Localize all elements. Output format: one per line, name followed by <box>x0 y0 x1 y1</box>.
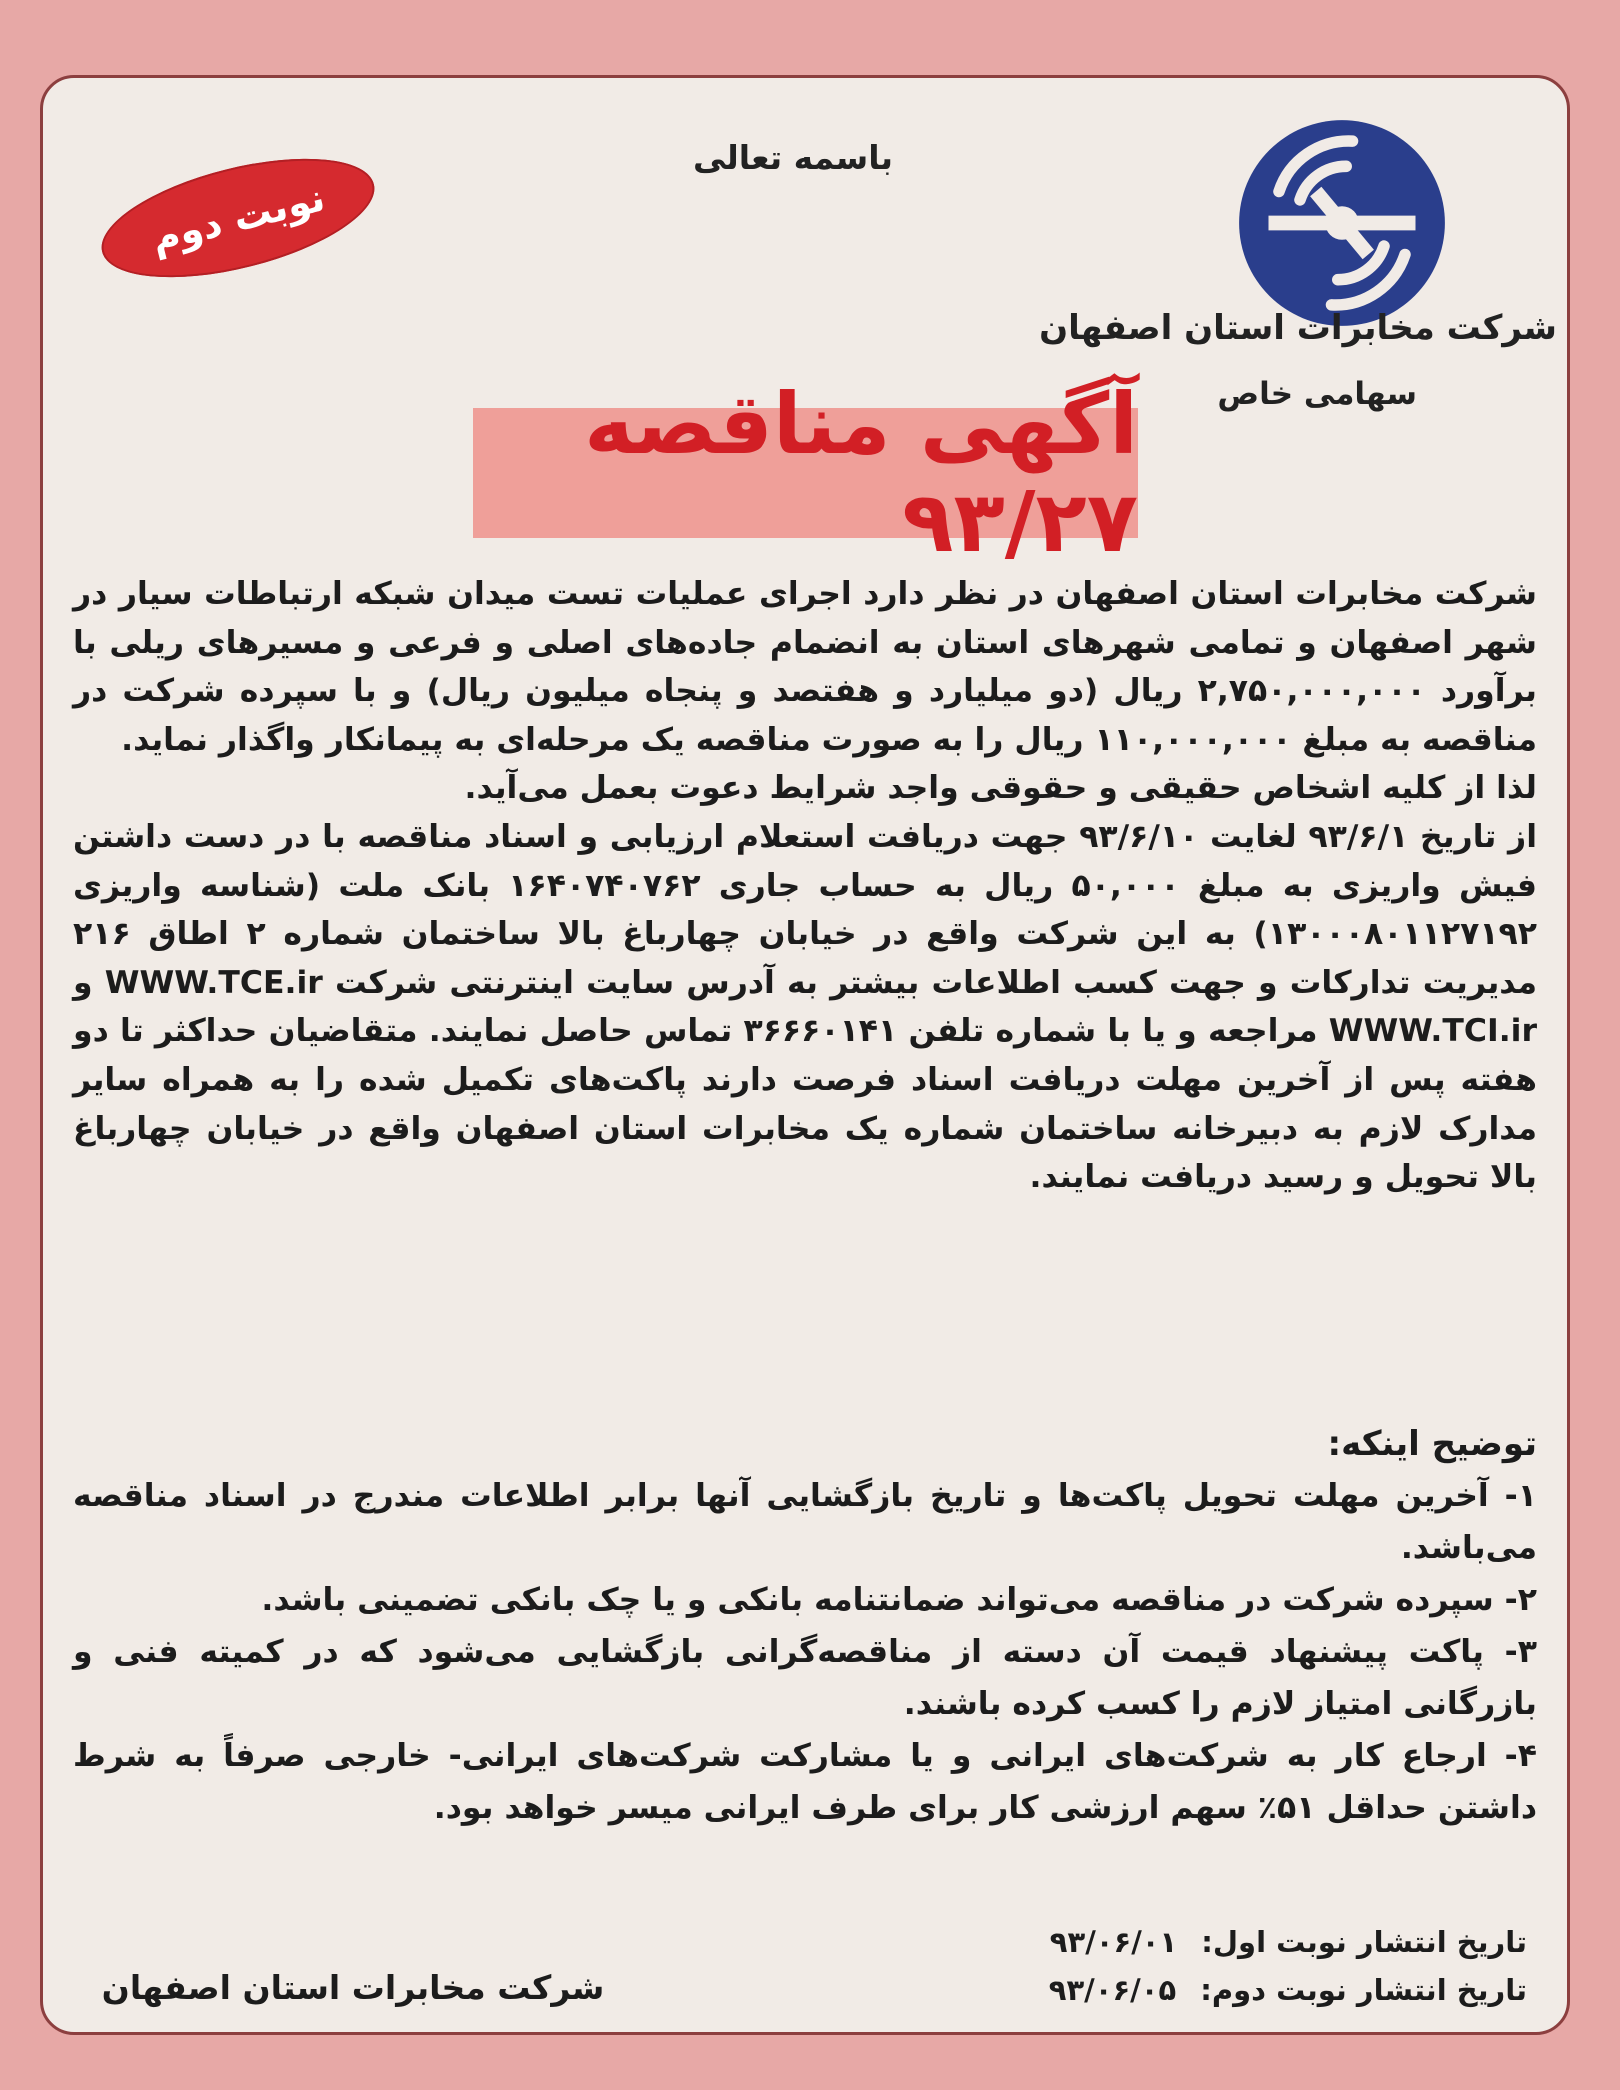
announcement-body <box>73 570 1537 1202</box>
note-item: ۲- سپرده شرکت در مناقصه می‌تواند ضمانتنامه بانکی و یا چک بانکی تضمینی باشد. <box>261 1582 1537 1618</box>
first-publication-date <box>967 1918 1527 1966</box>
body-paragraph-2: لذا از کلیه اشخاص حقیقی و حقوقی واجد شرایط دعوت بعمل می‌آید. <box>464 770 1537 807</box>
second-date-label: تاریخ انتشار نوبت دوم: <box>1200 1973 1527 2007</box>
tci-logo-icon <box>1237 118 1447 328</box>
first-date-label: تاریخ انتشار نوبت اول: <box>1201 1925 1527 1959</box>
company-name: شرکت مخابرات استان اصفهان <box>1039 308 1557 348</box>
basmala-heading: باسمه تعالی <box>692 138 894 177</box>
note-item: ۳- پاکت پیشنهاد قیمت آن دسته از مناقصه‌گرانی بازگشایی می‌شود که در کمیته فنی و بازرگانی امتیاز لازم را کسب کرده باشند. <box>73 1634 1537 1722</box>
title-band <box>473 375 1138 571</box>
note-item: ۱- آخرین مهلت تحویل پاکت‌ها و تاریخ بازگشایی آنها برابر اطلاعات مندرج در اسناد مناقصه می‌باشد. <box>73 1478 1537 1566</box>
notes-heading: توضیح اینکه: <box>1327 1424 1537 1464</box>
advertisement-frame <box>40 75 1570 2035</box>
notes-section <box>73 1418 1537 1834</box>
tender-title: آگهی مناقصه ۹۳/۲۷ <box>584 375 1138 571</box>
body-paragraph-1: شرکت مخابرات استان اصفهان در نظر دارد اجرای عملیات تست میدان شبکه ارتباطات سیار در شهر اصفهان و تمامی شهرهای استان به انضمام جاده‌های اصلی و فرعی و مسیرهای ریلی با برآورد ۲,۷۵۰,۰۰۰,۰۰۰ ریال (دو میلیارد و هفتصد و پنجاه میلیون ریال) و با سپرده شرکت در مناقصه به مبلغ ۱۱۰,۰۰۰,۰۰۰ ریال را به صورت مناقصه یک مرحله‌ای به پیمانکار واگذار نماید. <box>73 576 1537 758</box>
badge-label: نوبت دوم <box>146 175 330 261</box>
first-date-value: ۹۳/۰۶/۰۱ <box>1049 1925 1178 1959</box>
second-publication-date <box>967 1966 1527 2014</box>
company-type: سهامی خاص <box>1217 376 1417 412</box>
second-publication-badge <box>90 136 386 301</box>
publication-dates <box>967 1918 1527 2014</box>
note-item: ۴- ارجاع کار به شرکت‌های ایرانی و یا مشارکت شرکت‌های ایرانی- خارجی صرفاً به شرط داشتن حداقل ۵۱٪ سهم ارزشی کار برای طرف ایرانی میسر خواهد بود. <box>73 1738 1537 1826</box>
signature: شرکت مخابرات استان اصفهان <box>101 1968 605 2007</box>
second-date-value: ۹۳/۰۶/۰۵ <box>1048 1973 1177 2007</box>
body-paragraph-3: از تاریخ ۹۳/۶/۱ لغایت ۹۳/۶/۱۰ جهت دریافت استعلام ارزیابی و اسناد مناقصه با در دست داشتن فیش واریزی به مبلغ ۵۰,۰۰۰ ریال به حساب جاری ۱۶۴۰۷۴۰۷۶۲ بانک ملت (شناسه واریزی ۱۳۰۰۰۸۰۱۱۲۷۱۹۲) به این شرکت واقع در خیابان چهارباغ بالا ساختمان شماره ۲ اطاق ۲۱۶ مدیریت تدارکات و جهت کسب اطلاعات بیشتر به آدرس سایت اینترنتی شرکت WWW.TCE.ir و WWW.TCI.ir مراجعه و یا با شماره تلفن ۳۶۶۶۰۱۴۱ تماس حاصل نمایند. متقاضیان حداکثر تا دو هفته پس از آخرین مهلت دریافت اسناد فرصت دارند پاکت‌های تکمیل شده را به همراه سایر مدارک لازم به دبیرخانه ساختمان شماره یک مخابرات استان اصفهان واقع در خیابان چهارباغ بالا تحویل و رسید دریافت نمایند. <box>73 818 1538 1196</box>
